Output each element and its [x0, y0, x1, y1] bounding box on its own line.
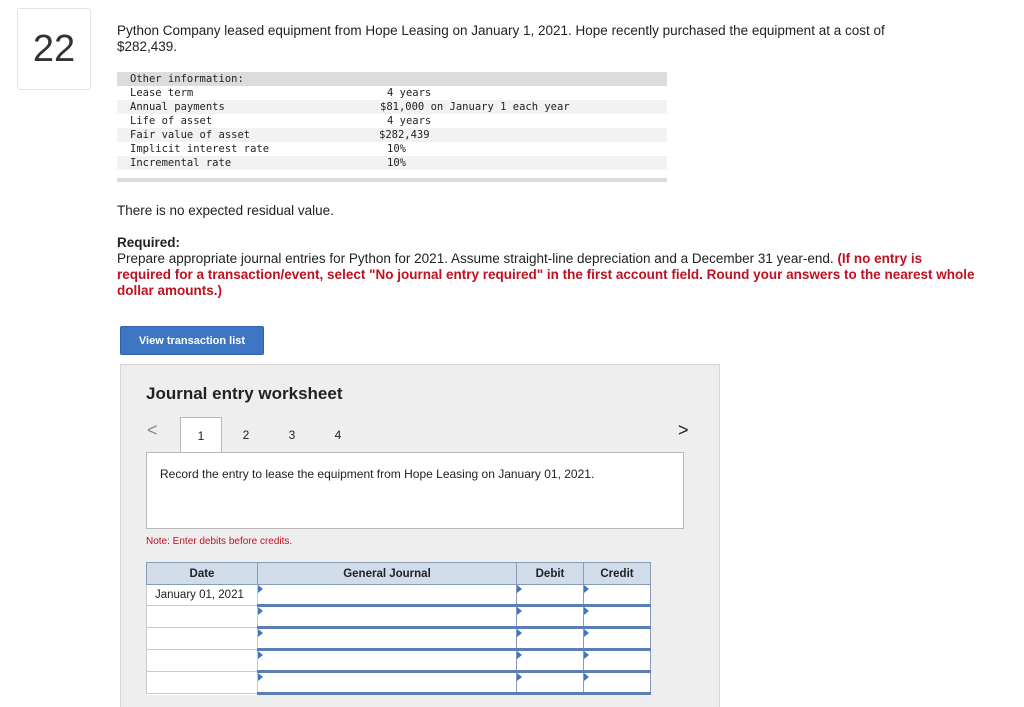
info-value: $81,000 on January 1 each year [380, 101, 570, 113]
credit-input[interactable] [584, 628, 651, 650]
info-row [117, 114, 667, 128]
account-input[interactable] [258, 650, 517, 672]
info-row [117, 142, 667, 156]
debit-input[interactable] [517, 650, 584, 672]
required-text [117, 251, 977, 299]
account-input[interactable] [258, 628, 517, 650]
tab-4[interactable]: 4 [334, 428, 342, 442]
date-cell: January 01, 2021 [147, 585, 258, 606]
info-label: Incremental rate [130, 157, 232, 169]
other-information-table [117, 72, 667, 182]
info-label: Life of asset [130, 115, 213, 127]
info-row [117, 156, 667, 170]
debit-input[interactable] [517, 585, 584, 606]
info-header: Other information: [130, 73, 244, 85]
info-label: Annual payments [130, 101, 225, 113]
residual-note: There is no expected residual value. [117, 203, 334, 218]
tab-3[interactable]: 3 [288, 428, 296, 442]
debit-credit-note: Note: Enter debits before credits. [146, 536, 293, 547]
table-row [147, 650, 651, 672]
info-label: Fair value of asset [130, 129, 251, 141]
question-number: 22 [17, 8, 91, 90]
info-header-bar [117, 72, 667, 86]
date-cell [147, 650, 258, 672]
info-label: Implicit interest rate [130, 143, 270, 155]
debit-input[interactable] [517, 672, 584, 694]
tab-1[interactable]: 1 [180, 417, 222, 454]
table-row [147, 585, 651, 606]
account-input[interactable] [258, 672, 517, 694]
info-row [117, 86, 667, 100]
info-value: $282,439 [379, 129, 430, 141]
debit-input[interactable] [517, 606, 584, 628]
credit-input[interactable] [584, 585, 651, 606]
info-value: 4 years [387, 87, 432, 99]
prev-arrow-icon[interactable]: < [147, 420, 158, 440]
next-arrow-icon[interactable]: > [678, 420, 689, 440]
table-row [147, 606, 651, 628]
required-instruction: (If no entry is required for a transaction/event, select "No journal entry required" in the first account field. Round your answers to the nearest whole dollar amounts.) [117, 251, 975, 298]
credit-input[interactable] [584, 672, 651, 694]
column-date: Date [147, 563, 258, 585]
credit-input[interactable] [584, 650, 651, 672]
journal-table [146, 562, 651, 695]
account-input[interactable] [258, 585, 517, 606]
table-row [147, 672, 651, 694]
required-description: Prepare appropriate journal entries for Python for 2021. Assume straight-line depreciation and a December 31 year-end. [117, 251, 834, 266]
journal-entry-worksheet [120, 364, 720, 707]
info-label: Lease term [130, 87, 194, 99]
info-value: 4 years [387, 115, 432, 127]
credit-input[interactable] [584, 606, 651, 628]
info-footer-bar [117, 178, 667, 182]
date-cell [147, 628, 258, 650]
required-title: Required: [117, 235, 181, 250]
column-debit: Debit [517, 563, 584, 585]
info-row [117, 128, 667, 142]
tab-2[interactable]: 2 [242, 428, 250, 442]
entry-instruction: Record the entry to lease the equipment from Hope Leasing on January 01, 2021. [160, 467, 595, 481]
entry-instruction-box [146, 452, 684, 529]
worksheet-title: Journal entry worksheet [146, 384, 343, 403]
info-value: 10% [387, 157, 406, 169]
info-value: 10% [387, 143, 406, 155]
date-cell [147, 672, 258, 694]
info-row [117, 100, 667, 114]
account-input[interactable] [258, 606, 517, 628]
table-row [147, 628, 651, 650]
question-intro: Python Company leased equipment from Hope Leasing on January 1, 2021. Hope recently purchased the equipment at a cost of $282,439. [117, 23, 885, 54]
column-credit: Credit [584, 563, 651, 585]
view-transaction-list-button[interactable]: View transaction list [120, 326, 264, 355]
column-general-journal: General Journal [258, 563, 517, 585]
debit-input[interactable] [517, 628, 584, 650]
date-cell [147, 606, 258, 628]
